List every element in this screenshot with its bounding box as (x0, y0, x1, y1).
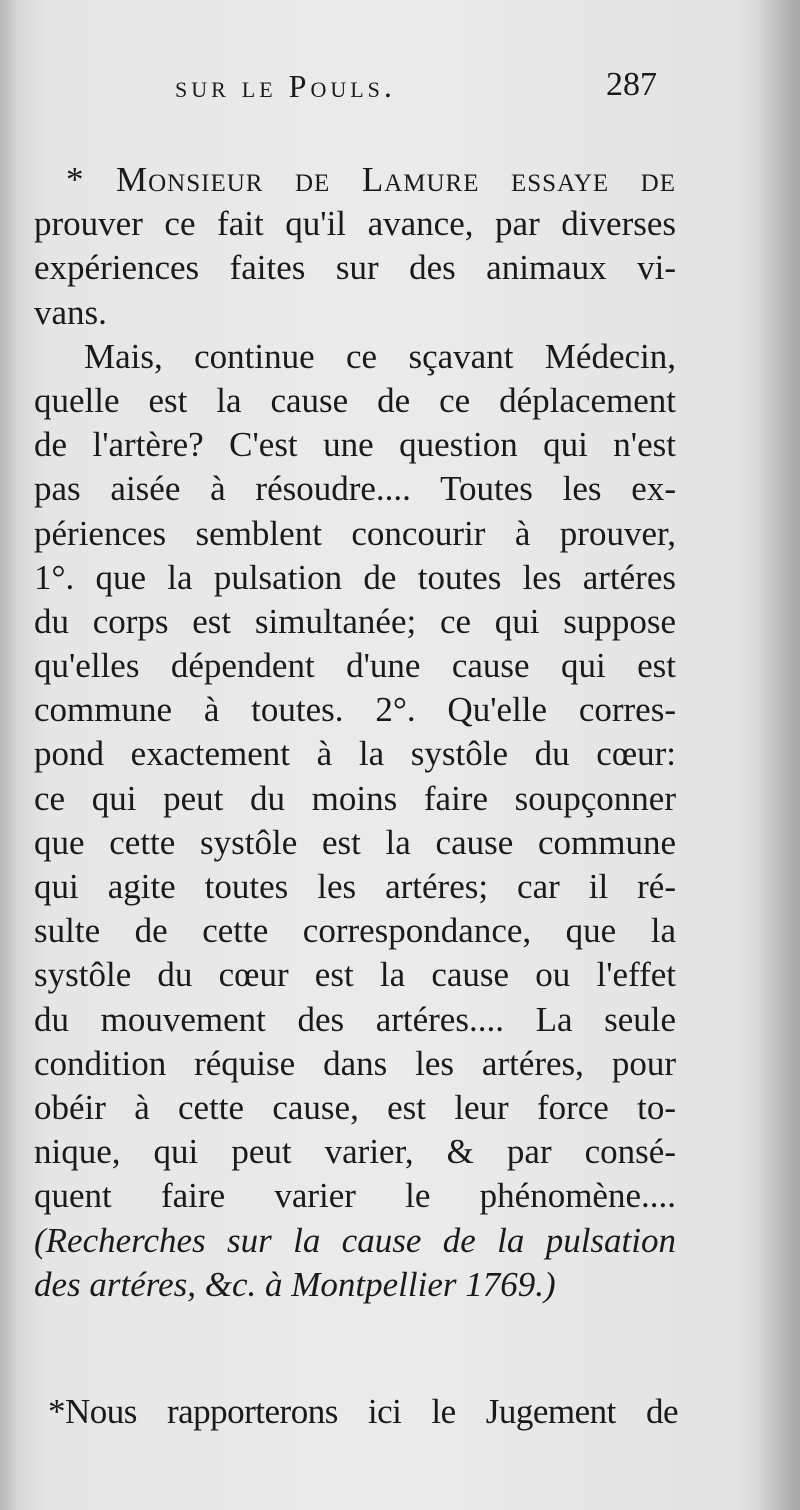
text-line: quent faire varier le phénomène.... (34, 1176, 676, 1216)
running-head: sur le Pouls. (175, 68, 396, 104)
text-line: qu'elles dépendent d'une cause qui est (34, 646, 676, 686)
text-line: du mouvement des artéres.... La seule (34, 999, 676, 1039)
text-line: * Monsieur de Lamure essaye de (66, 160, 676, 199)
text-line: nique, qui peut varier, & par consé- (34, 1132, 676, 1172)
text-line: ce qui peut du moins faire soupçonner (34, 778, 676, 818)
citation-line: des artéres, &c. à Montpellier 1769.) (34, 1264, 556, 1304)
text-line: pas aisée à résoudre.... Toutes les ex- (34, 469, 676, 509)
text-line: du corps est simultanée; ce qui suppose (34, 601, 676, 641)
text-line: prouver ce fait qu'il avance, par diverses (34, 204, 676, 244)
text-line: que cette systôle est la cause commune (34, 822, 676, 862)
text-line: Mais, continue ce sçavant Médecin, (84, 336, 676, 376)
text-line: pond exactement à la systôle du cœur: (34, 734, 676, 774)
body-text (34, 158, 676, 1307)
text-line: qui agite toutes les artéres; car il ré- (34, 867, 676, 906)
text-line: 1°. que la pulsation de toutes les artéres (34, 557, 676, 597)
text-line: périences semblent concourir à prouver, (34, 513, 676, 553)
catchline: *Nous rapporterons ici le Jugement de (48, 1392, 678, 1431)
text-line: condition réquise dans les artéres, pour (34, 1043, 676, 1083)
text-line: quelle est la cause de ce déplacement (34, 380, 676, 420)
text-line: commune à toutes. 2°. Qu'elle corres- (34, 690, 676, 730)
text-line: de l'artère? C'est une question qui n'est (34, 425, 676, 465)
page-gutter-shadow (0, 0, 18, 1510)
page-edge-shadow (760, 0, 800, 1510)
text-line: expériences faites sur des animaux vi- (34, 248, 676, 288)
citation-line: (Recherches sur la cause de la pulsation (34, 1220, 676, 1260)
text-line: sulte de cette correspondance, que la (34, 911, 676, 951)
text-line: obéir à cette cause, est leur force to- (34, 1087, 676, 1127)
page-number: 287 (606, 66, 657, 103)
text-line: systôle du cœur est la cause ou l'effet (34, 955, 676, 995)
text-line: vans. (34, 292, 107, 332)
